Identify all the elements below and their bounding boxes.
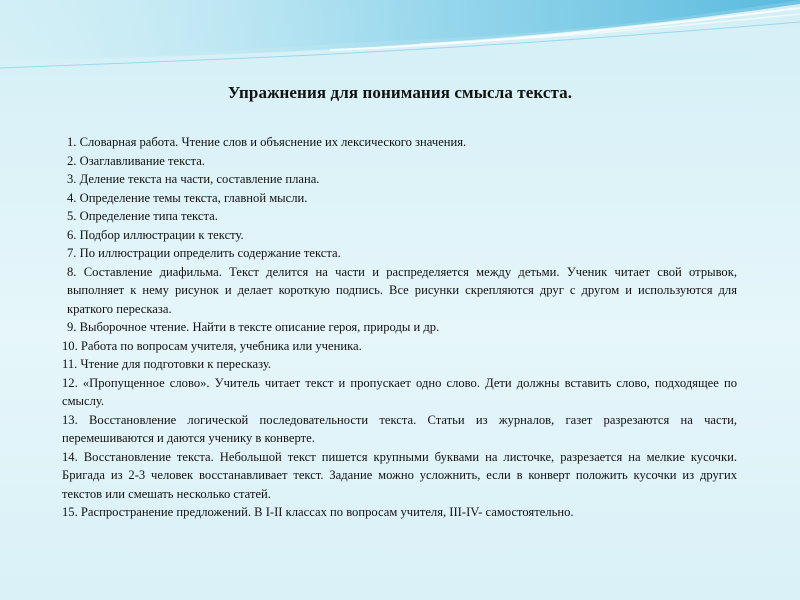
list-item: 5. Определение типа текста. <box>67 209 218 223</box>
list-item: 3. Деление текста на части, составление плана. <box>67 172 320 186</box>
list-item: 7. По иллюстрации определить содержание текста. <box>67 246 341 260</box>
list-item: 12. «Пропущенное слово». Учитель читает текст и пропускает одно слово. Дети должны вставить слово, подходящее по смыслу. <box>62 375 737 408</box>
list-item: 8. Составление диафильма. Текст делится на части и распределяется между детьми. Ученик читает свой отрывок, выполняет к нему рисунок и делает короткую подпись. Все рисунки скрепляются друг с другом и используются для краткого пересказа. <box>67 264 737 316</box>
list-item: 1. Словарная работа. Чтение слов и объяснение их лексического значения. <box>67 135 467 149</box>
list-item: 15. Распространение предложений. В I-II классах по вопросам учителя, III-IV- самостоятельно. <box>62 505 574 519</box>
slide-title: Упражнения для понимания смысла текста. <box>227 83 573 102</box>
decorative-wave <box>0 0 800 80</box>
list-item: 13. Восстановление логической последовательности текста. Статьи из журналов, газет разрезаются на части, перемешиваются и даются ученику в конверте. <box>62 412 737 445</box>
exercise-list <box>62 133 737 522</box>
list-item: 9. Выборочное чтение. Найти в тексте описание героя, природы и др. <box>67 320 440 334</box>
list-item: 6. Подбор иллюстрации к тексту. <box>67 227 244 242</box>
list-item: 2. Озаглавливание текста. <box>67 153 205 168</box>
list-item: 10. Работа по вопросам учителя, учебника или ученика. <box>62 338 362 353</box>
list-item: 14. Восстановление текста. Небольшой текст пишется крупными буквами на листочке, разрезается на мелкие кусочки. Бригада из 2-3 человек восстанавливает текст. Задание можно усложнить, если в конверт положить кусочки из других текстов или смешать несколько статей. <box>62 449 737 501</box>
list-item: 4. Определение темы текста, главной мысли. <box>67 190 308 205</box>
list-item: 11. Чтение для подготовки к пересказу. <box>62 357 272 371</box>
